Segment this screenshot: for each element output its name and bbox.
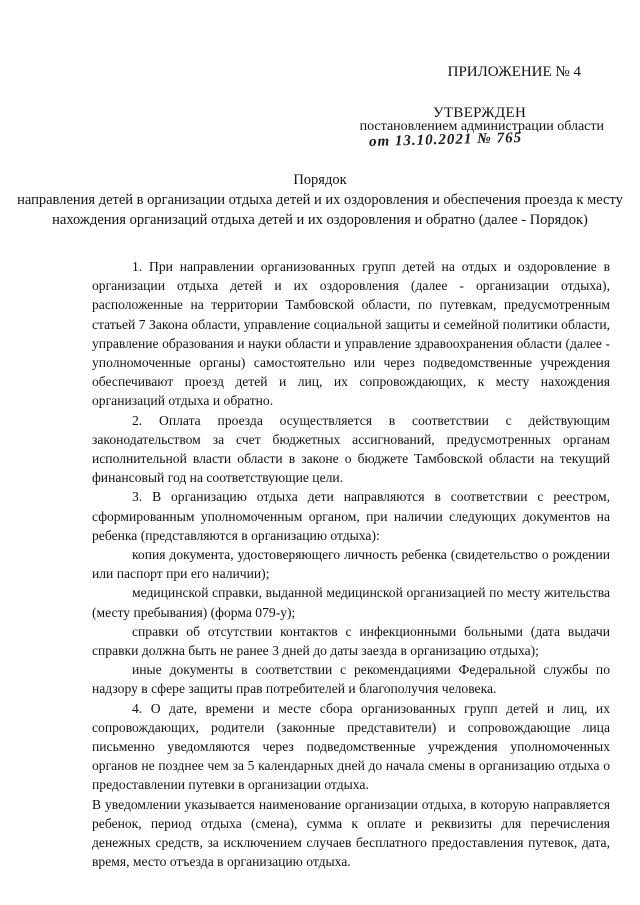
handwritten-date-number: от 13.10.2021 № 765 xyxy=(368,129,523,151)
list-item-1: копия документа, удостоверяющего личность ребенка (свидетельство о рождении или паспорт при его наличии); xyxy=(92,547,610,582)
decree-reference: постановлением администрации области xyxy=(359,119,604,134)
list-item-2: медицинской справки, выданной медицинской организацией по месту жительства (месту пребывания) (форма 079-у); xyxy=(92,585,610,620)
paragraph-2: 2. Оплата проезда осуществляется в соответствии с действующим законодательством за счет бюджетных ассигнований, предусмотренных органам исполнительной власти области в законе о бюджете Тамбовской области на текущий финансовый год на соответствующие цели. xyxy=(92,412,610,486)
paragraph-1: 1. При направлении организованных групп детей на отдых и оздоровление в организации отдыха детей и их оздоровления (далее - организации отдыха), расположенные на территории Тамбовской области, по путевкам, предусмотренным статьей 7 Закона области, управление социальной защиты и семейной политики области, управление образования и науки области и управление здравоохранения области (далее - уполномоченные органы) самостоятельно или через подведомственные учреждения обеспечивают проезд детей и лиц, их сопровождающих, к месту нахождения организаций отдыха и обратно. xyxy=(92,259,610,409)
document-title: Порядок xyxy=(293,172,347,188)
document-body xyxy=(92,257,610,872)
paragraph-5: В уведомлении указывается наименование организации отдыха, в которую направляется ребенок, период отдыха (смена), сумма к оплате и реквизиты для перечисления денежных средств, за исключением случаев бесплатного предоставления путевок, дата, время, место отъезда в организацию отдыха. xyxy=(92,796,610,870)
paragraph-3: 3. В организацию отдыха дети направляются в соответствии с реестром, сформированным уполномоченным органом, при наличии следующих документов на ребенка (представляются в организацию отдыха): xyxy=(92,489,610,543)
list-item-4: иные документы в соответствии с рекомендациями Федеральной службы по надзору в сфере защиты прав потребителей и благополучия человека. xyxy=(92,662,610,697)
appendix-label: ПРИЛОЖЕНИЕ № 4 xyxy=(447,64,581,80)
paragraph-4: 4. О дате, времени и месте сбора организованных групп детей и лиц, их сопровождающих, родители (законные представители) и сопровождающие лица письменно уведомляются через подведомственные учреждения уполномоченных органов не позднее чем за 5 календарных дней до начала смены в организацию отдыха о предоставлении путевки в организации отдыха. xyxy=(92,700,610,793)
document-subtitle: направления детей в организации отдыха детей и их оздоровления и обеспечения проезда к месту нахождения организаций отдыха детей и их оздоровления и обратно (далее - Порядок) xyxy=(17,192,623,228)
list-item-3: справки об отсутствии контактов с инфекционными больными (дата выдачи справки должна быть не ранее 3 дней до даты заезда в организацию отдыха); xyxy=(92,623,610,659)
approved-label: УТВЕРЖДЕН xyxy=(433,105,527,121)
